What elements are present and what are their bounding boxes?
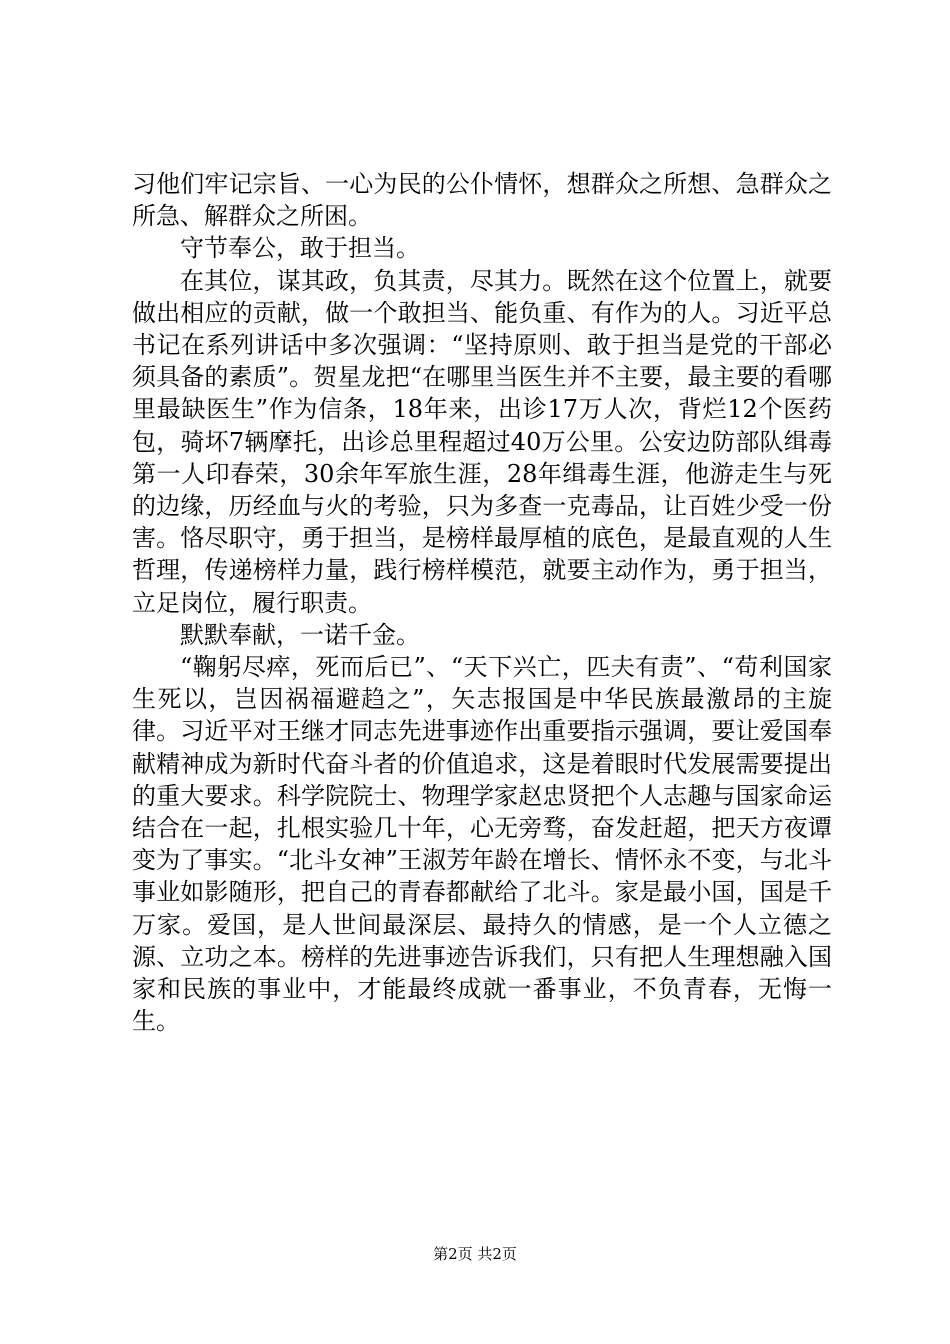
paragraph-1: 习他们牢记宗旨、一心为民的公仆情怀，想群众之所想、急群众之所急、解群众之所困。 <box>132 170 832 231</box>
paragraph-5: “鞠躬尽瘁，死而后已”、“天下兴亡，匹夫有责”、“苟利国家生死以，岂因祸福避趋之”，矢志报国是中华民族最激昂的主旋律。习近平对王继才同志先进事迹作出重要指示强调，要让爱国奉献精神成为新时代奋斗者的价值追求，这是着眼时代发展需要提出的重大要求。科学院院士、物理学家赵忠贤把个人志趣与国家命运结合在一起，扎根实验几十年，心无旁骛，奋发赶超，把天方夜谭变为了事实。“北斗女神”王淑芳年龄在增长、情怀永不变，与北斗事业如影随形，把自己的青春都献给了北斗。家是最小国，国是千万家。爱国，是人世间最深层、最持久的情感，是一个人立德之源、立功之本。榜样的先进事迹告诉我们，只有把人生理想融入国家和民族的事业中，才能最终成就一番事业，不负青春，无悔一生。 <box>132 653 832 1036</box>
paragraph-4-heading: 默默奉献，一诺千金。 <box>180 620 420 649</box>
paragraph-3: 在其位，谋其政，负其责，尽其力。既然在这个位置上，就要做出相应的贡献，做一个敢担当、能负重、有作为的人。习近平总书记在系列讲话中多次强调：“坚持原则、敢于担当是党的干部必须具备的素质”。贺星龙把“在哪里当医生并不主要，最主要的看哪里最缺医生”作为信条，18年来，出诊17万人次，背烂12个医药包，骑坏7辆摩托，出诊总里程超过40万公里。公安边防部队缉毒第一人印春荣，30余年军旅生涯，28年缉毒生涯，他游走生与死的边缘，历经血与火的考验，只为多查一克毒品，让百姓少受一份害。恪尽职守，勇于担当，是榜样最厚植的底色，是最直观的人生哲理，传递榜样力量，践行榜样模范，就要主动作为，勇于担当，立足岗位，履行职责。 <box>132 266 832 617</box>
paragraph-2-heading: 守节奉公，敢于担当。 <box>180 234 420 263</box>
page-footer: 第2页 共2页 <box>433 1245 517 1263</box>
document-body <box>132 168 832 1037</box>
